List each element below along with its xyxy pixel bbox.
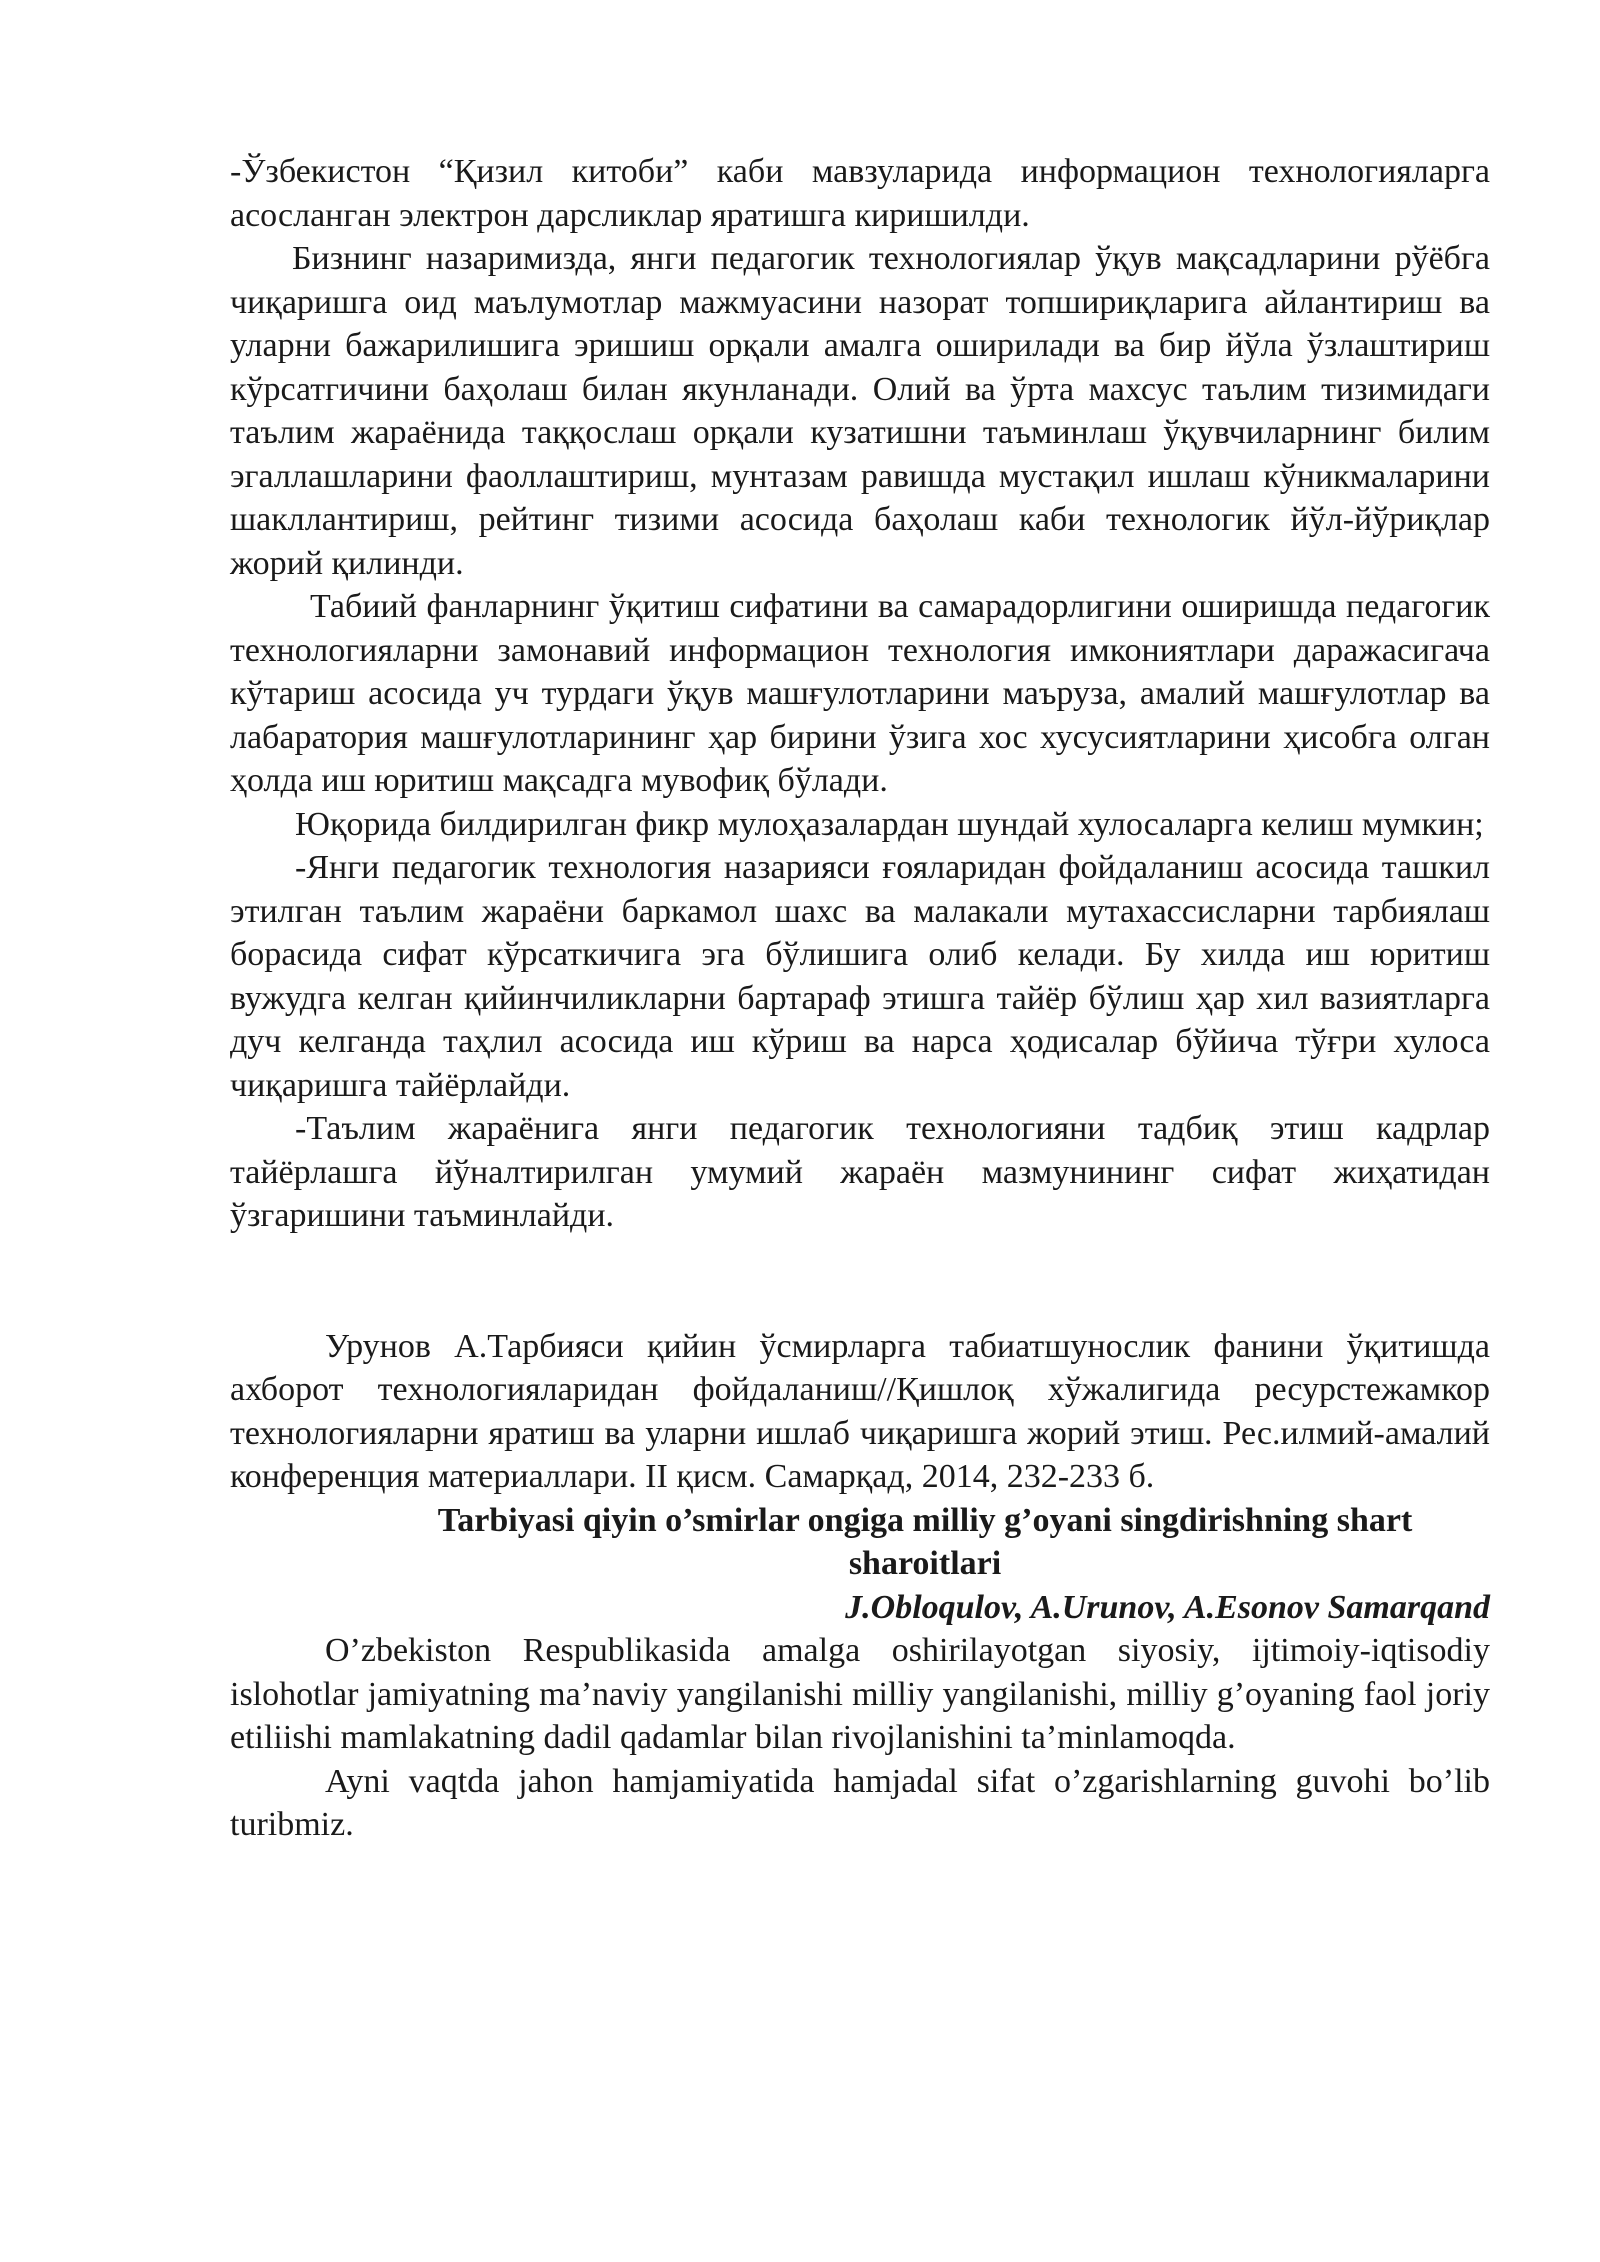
paragraph-redbook: -Ўзбекистон “Қизил китоби” каби мавзуларида информацион технологияларга асосланган электрон дарсликлар яратишга киришилди. bbox=[230, 153, 1490, 234]
paragraph-pedagogical-tech: Бизнинг назаримизда, янги педагогик технологиялар ўқув мақсадларини рўёбга чиқаришга оид маълумотлар мажмуасини назорат топшириқларига айлантириш ва уларни бажарилишига эришиш орқали амалга оширилади ва бир йўла ўзлаштириш кўрсатгичини баҳолаш билан якунланади. Олий ва ўрта махсус таълим тизимидаги таълим жараёнида таққослаш орқали кузатишни таъминлаш ўқувчиларнинг билим эгаллашларини фаоллаштириш, мунтазам равишда мустақил ишлаш кўникмаларини шакллантириш, рейтинг тизими асосида баҳолаш каби технологик йўл-йўриқлар жорий қилинди. bbox=[230, 240, 1490, 582]
paragraph-world-changes: Ayni vaqtda jahon hamjamiyatida hamjadal sifat o’zgarishlarning guvohi bo’lib turibmiz. bbox=[230, 1762, 1490, 1843]
document-page bbox=[230, 150, 1490, 1847]
paragraph-uzbekistan-reforms: O’zbekiston Respublikasida amalga oshirilayotgan siyosiy, ijtimoiy-iqtisodiy islohotlar jamiyatning ma’naviy yangilanishi milliy yangilanishi, milliy g’oyaning faol joriy etiliishi mamlakatning dadil qadamlar bilan rivojlanishini ta’minlamoqda. bbox=[230, 1632, 1490, 1756]
article-authors: J.Obloqulov, A.Urunov, A.Esonov Samarqand bbox=[845, 1588, 1490, 1626]
article-title: Tarbiyasi qiyin o’smirlar ongiga milliy g’oyani singdirishning shart sharoitlari bbox=[437, 1501, 1413, 1582]
reference-entry: Урунов А.Тарбияси қийин ўсмирларга табиатшунослик фанини ўқитишда ахборот технологияларидан фойдаланиш//Қишлоқ хўжалигида ресурстежамкор технологияларни яратиш ва уларни ишлаб чиқаришга жорий этиш. Рес.илмий-амалий конференция материаллари. II қисм. Самарқад, 2014, 232-233 б. bbox=[230, 1327, 1490, 1495]
paragraph-conclusion-intro: Юқорида билдирилган фикр мулоҳазалардан шундай хулосаларга келиш мумкин; bbox=[295, 805, 1484, 843]
paragraph-conclusion-2: -Таълим жараёнига янги педагогик технологияни тадбиқ этиш кадрлар тайёрлашга йўналтирилган умумий жараён мазмунининг сифат жиҳатидан ўзгаришини таъминлайди. bbox=[230, 1110, 1490, 1234]
paragraph-conclusion-1: -Янги педагогик технология назарияси ғояларидан фойдаланиш асосида ташкил этилган таълим жараёни баркамол шахс ва малакали мутахассисларни тарбиялаш борасида сифат кўрсаткичига эга бўлишига олиб келади. Бу хилда иш юритиш вужудга келган қийинчиликларни бартараф этишга тайёр бўлиш ҳар хил вазиятларга дуч келганда таҳлил асосида иш кўриш ва нарса ҳодисалар бўйича тўғри хулоса чиқаришга тайёрлайди. bbox=[230, 849, 1490, 1104]
paragraph-natural-sciences: Табиий фанларнинг ўқитиш сифатини ва самарадорлигини оширишда педагогик технологияларни замонавий информацион технология имкониятлари даражасигача кўтариш асосида уч турдаги ўқув машғулотларини маъруза, амалий машғулотлар ва лабаратория машғулотларининг ҳар бирини ўзига хос хусусиятларини ҳисобга олган ҳолда иш юритиш мақсадга мувофиқ бўлади. bbox=[230, 588, 1490, 799]
